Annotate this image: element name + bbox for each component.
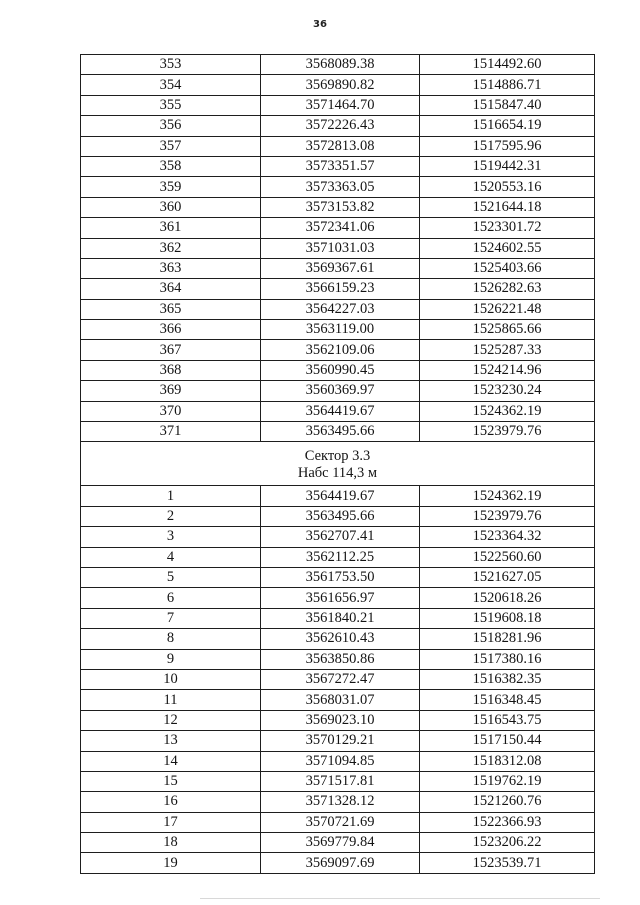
point-number-cell: 9 [81, 649, 261, 669]
table-row [81, 258, 595, 278]
coord-x-cell: 3562109.06 [261, 340, 420, 360]
coord-y-cell: 1517150.44 [420, 731, 595, 751]
point-number-cell: 3 [81, 527, 261, 547]
coord-x-cell: 3573351.57 [261, 156, 420, 176]
page-edge-line [200, 898, 600, 899]
table-row [81, 95, 595, 115]
table-row [81, 156, 595, 176]
coord-y-cell: 1517380.16 [420, 649, 595, 669]
point-number-cell: 370 [81, 401, 261, 421]
coord-x-cell: 3571031.03 [261, 238, 420, 258]
coord-x-cell: 3572226.43 [261, 116, 420, 136]
coord-y-cell: 1516543.75 [420, 710, 595, 730]
coord-y-cell: 1525287.33 [420, 340, 595, 360]
table-row [81, 629, 595, 649]
sector-header-row [81, 442, 595, 486]
coord-y-cell: 1516348.45 [420, 690, 595, 710]
coord-x-cell: 3561753.50 [261, 567, 420, 587]
coord-x-cell: 3568031.07 [261, 690, 420, 710]
sector-header-group [81, 442, 595, 486]
point-number-cell: 363 [81, 258, 261, 278]
coord-x-cell: 3571517.81 [261, 771, 420, 791]
coord-x-cell: 3561840.21 [261, 608, 420, 628]
coordinates-rows-part-1 [81, 55, 595, 442]
coord-y-cell: 1518312.08 [420, 751, 595, 771]
point-number-cell: 10 [81, 669, 261, 689]
point-number-cell: 359 [81, 177, 261, 197]
point-number-cell: 17 [81, 812, 261, 832]
table-row [81, 116, 595, 136]
coord-x-cell: 3572813.08 [261, 136, 420, 156]
coord-x-cell: 3569023.10 [261, 710, 420, 730]
coord-y-cell: 1526221.48 [420, 299, 595, 319]
table-row [81, 608, 595, 628]
table-row [81, 218, 595, 238]
table-row [81, 710, 595, 730]
coord-y-cell: 1519608.18 [420, 608, 595, 628]
point-number-cell: 4 [81, 547, 261, 567]
table-row [81, 238, 595, 258]
coord-y-cell: 1517595.96 [420, 136, 595, 156]
coord-x-cell: 3564419.67 [261, 401, 420, 421]
table-row [81, 422, 595, 442]
table-row [81, 547, 595, 567]
coord-y-cell: 1524214.96 [420, 360, 595, 380]
point-number-cell: 1 [81, 486, 261, 506]
table-row [81, 690, 595, 710]
table-row [81, 792, 595, 812]
table-row [81, 486, 595, 506]
coord-x-cell: 3568089.38 [261, 55, 420, 75]
point-number-cell: 367 [81, 340, 261, 360]
point-number-cell: 356 [81, 116, 261, 136]
coord-y-cell: 1521627.05 [420, 567, 595, 587]
point-number-cell: 15 [81, 771, 261, 791]
coord-x-cell: 3573153.82 [261, 197, 420, 217]
point-number-cell: 354 [81, 75, 261, 95]
coord-y-cell: 1521260.76 [420, 792, 595, 812]
point-number-cell: 19 [81, 853, 261, 873]
sector-title: Сектор 3.3 [304, 447, 371, 464]
point-number-cell: 7 [81, 608, 261, 628]
coord-y-cell: 1523539.71 [420, 853, 595, 873]
coord-x-cell: 3573363.05 [261, 177, 420, 197]
coord-y-cell: 1523979.76 [420, 506, 595, 526]
table-row [81, 812, 595, 832]
coordinates-rows-part-2 [81, 486, 595, 873]
table-row [81, 833, 595, 853]
coord-x-cell: 3564419.67 [261, 486, 420, 506]
table-row [81, 506, 595, 526]
coord-y-cell: 1520618.26 [420, 588, 595, 608]
coord-x-cell: 3569779.84 [261, 833, 420, 853]
point-number-cell: 371 [81, 422, 261, 442]
coord-y-cell: 1525865.66 [420, 320, 595, 340]
coord-y-cell: 1515847.40 [420, 95, 595, 115]
coord-y-cell: 1523230.24 [420, 381, 595, 401]
coord-x-cell: 3570721.69 [261, 812, 420, 832]
coord-x-cell: 3564227.03 [261, 299, 420, 319]
coord-x-cell: 3571464.70 [261, 95, 420, 115]
table-row [81, 649, 595, 669]
coord-y-cell: 1514886.71 [420, 75, 595, 95]
coord-x-cell: 3563850.86 [261, 649, 420, 669]
coord-y-cell: 1518281.96 [420, 629, 595, 649]
table-row [81, 75, 595, 95]
table-row [81, 381, 595, 401]
coord-y-cell: 1523206.22 [420, 833, 595, 853]
coord-x-cell: 3567272.47 [261, 669, 420, 689]
coord-y-cell: 1525403.66 [420, 258, 595, 278]
point-number-cell: 8 [81, 629, 261, 649]
coord-y-cell: 1519442.31 [420, 156, 595, 176]
table-row [81, 299, 595, 319]
table-row [81, 340, 595, 360]
point-number-cell: 368 [81, 360, 261, 380]
point-number-cell: 13 [81, 731, 261, 751]
coord-y-cell: 1524602.55 [420, 238, 595, 258]
coord-x-cell: 3563119.00 [261, 320, 420, 340]
coord-x-cell: 3562610.43 [261, 629, 420, 649]
table-row [81, 177, 595, 197]
coord-x-cell: 3571328.12 [261, 792, 420, 812]
coord-x-cell: 3563495.66 [261, 422, 420, 442]
coord-x-cell: 3562112.25 [261, 547, 420, 567]
coord-x-cell: 3572341.06 [261, 218, 420, 238]
sector-height: Набс 114,3 м [297, 464, 378, 481]
table-row [81, 197, 595, 217]
coord-x-cell: 3562707.41 [261, 527, 420, 547]
table-row [81, 771, 595, 791]
coordinates-table [80, 54, 595, 874]
table-row [81, 669, 595, 689]
point-number-cell: 364 [81, 279, 261, 299]
page-number: 36 [313, 19, 327, 30]
point-number-cell: 2 [81, 506, 261, 526]
table-row [81, 527, 595, 547]
point-number-cell: 6 [81, 588, 261, 608]
coord-x-cell: 3570129.21 [261, 731, 420, 751]
table-row [81, 55, 595, 75]
point-number-cell: 360 [81, 197, 261, 217]
coord-y-cell: 1522560.60 [420, 547, 595, 567]
point-number-cell: 361 [81, 218, 261, 238]
coord-y-cell: 1523301.72 [420, 218, 595, 238]
table-row [81, 751, 595, 771]
point-number-cell: 14 [81, 751, 261, 771]
coord-y-cell: 1520553.16 [420, 177, 595, 197]
coord-y-cell: 1526282.63 [420, 279, 595, 299]
coord-x-cell: 3566159.23 [261, 279, 420, 299]
coord-y-cell: 1521644.18 [420, 197, 595, 217]
coord-x-cell: 3561656.97 [261, 588, 420, 608]
coord-y-cell: 1522366.93 [420, 812, 595, 832]
point-number-cell: 357 [81, 136, 261, 156]
point-number-cell: 11 [81, 690, 261, 710]
point-number-cell: 12 [81, 710, 261, 730]
coord-x-cell: 3571094.85 [261, 751, 420, 771]
table-row [81, 320, 595, 340]
table-row [81, 567, 595, 587]
table-row [81, 401, 595, 421]
point-number-cell: 355 [81, 95, 261, 115]
coord-x-cell: 3569367.61 [261, 258, 420, 278]
point-number-cell: 362 [81, 238, 261, 258]
coord-y-cell: 1516382.35 [420, 669, 595, 689]
coord-x-cell: 3563495.66 [261, 506, 420, 526]
table-row [81, 279, 595, 299]
coord-x-cell: 3569890.82 [261, 75, 420, 95]
table-row [81, 731, 595, 751]
coord-y-cell: 1523979.76 [420, 422, 595, 442]
coord-y-cell: 1514492.60 [420, 55, 595, 75]
coord-y-cell: 1516654.19 [420, 116, 595, 136]
point-number-cell: 353 [81, 55, 261, 75]
point-number-cell: 366 [81, 320, 261, 340]
point-number-cell: 365 [81, 299, 261, 319]
sector-header-cell [81, 442, 595, 486]
coord-y-cell: 1524362.19 [420, 401, 595, 421]
table-row [81, 360, 595, 380]
coord-x-cell: 3569097.69 [261, 853, 420, 873]
coord-y-cell: 1519762.19 [420, 771, 595, 791]
coord-x-cell: 3560369.97 [261, 381, 420, 401]
point-number-cell: 358 [81, 156, 261, 176]
table-row [81, 136, 595, 156]
table-row [81, 588, 595, 608]
coord-y-cell: 1524362.19 [420, 486, 595, 506]
point-number-cell: 5 [81, 567, 261, 587]
coord-y-cell: 1523364.32 [420, 527, 595, 547]
point-number-cell: 16 [81, 792, 261, 812]
table-row [81, 853, 595, 873]
coord-x-cell: 3560990.45 [261, 360, 420, 380]
point-number-cell: 369 [81, 381, 261, 401]
point-number-cell: 18 [81, 833, 261, 853]
